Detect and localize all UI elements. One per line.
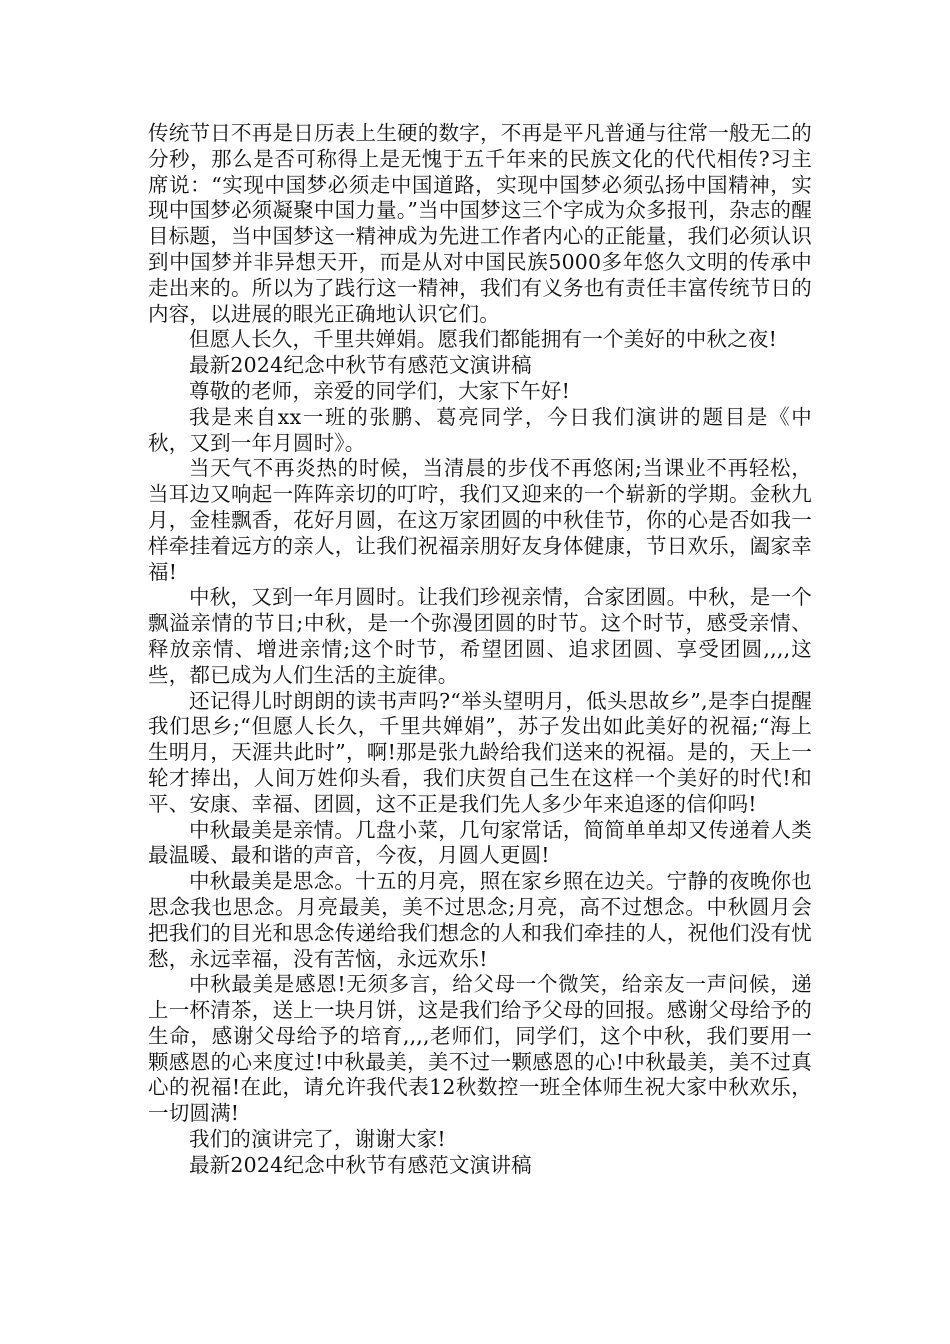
body-paragraph: 中秋最美是思念。十五的月亮，照在家乡照在边关。宁静的夜晚你也思念我也思念。月亮最美，美不过思念;月亮，高不过想念。中秋圆月会把我们的目光和思念传递给我们想念的人和我们牵挂的人，祝他们没有忧愁，永远幸福，没有苦恼，永远欢乐!	[148, 869, 812, 971]
body-paragraph: 中秋最美是感恩!无须多言，给父母一个微笑，给亲友一声问候，递上一杯清茶，送上一块月饼，这是我们给予父母的回报。感谢父母给予的生命，感谢父母给予的培育,,,,老师们，同学们，这个中秋，我们要用一颗感恩的心来度过!中秋最美，美不过一颗感恩的心!中秋最美，美不过真心的祝福!在此，请允许我代表12秋数控一班全体师生祝大家中秋欢乐，一切圆满!	[148, 972, 812, 1126]
greeting-paragraph: 尊敬的老师，亲爱的同学们，大家下午好!	[189, 378, 571, 403]
intro-paragraph: 我是来自xx一班的张鹏、葛亮同学，今日我们演讲的题目是《中秋，又到一年月圆时》。	[148, 404, 812, 455]
continuation-paragraph: 传统节日不再是日历表上生硬的数字，不再是平凡普通与往常一般无二的分秒，那么是否可称得上是无愧于五千年来的民族文化的代代相传?习主席说：“实现中国梦必须走中国道路，实现中国梦必须弘扬中国精神，实现中国梦必须凝聚中国力量。”当中国梦这三个字成为众多报刊，杂志的醒目标题，当中国梦这一精神成为先进工作者内心的正能量，我们必须认识到中国梦并非异想天开，而是从对中国民族5000多年悠久文明的传承中走出来的。所以为了践行这一精神，我们有义务也有责任丰富传统节日的内容，以进展的眼光正确地认识它们。	[148, 121, 812, 326]
body-paragraph: 中秋，又到一年月圆时。让我们珍视亲情，合家团圆。中秋，是一个飘溢亲情的节日;中秋，是一个弥漫团圆的时节。这个时节，感受亲情、释放亲情、增进亲情;这个时节，希望团圆、追求团圆、享受团圆,,,,这些，都已成为人们生活的主旋律。	[148, 585, 812, 687]
closing-wish-paragraph: 但愿人长久，千里共婵娟。愿我们都能拥有一个美好的中秋之夜!	[189, 327, 778, 352]
speech-title: 最新2024纪念中秋节有感范文演讲稿	[189, 1152, 532, 1177]
document-page	[148, 121, 812, 1179]
body-paragraph: 当天气不再炎热的时候，当清晨的步伐不再悠闲;当课业不再轻松，当耳边又响起一阵阵亲切的叮咛，我们又迎来的一个崭新的学期。金秋九月，金桂飘香，花好月圆，在这万家团圆的中秋佳节，你的心是否如我一样牵挂着远方的亲人，让我们祝福亲朋好友身体健康，节日欢乐，阖家幸福!	[148, 456, 812, 584]
speech-title: 最新2024纪念中秋节有感范文演讲稿	[189, 353, 532, 378]
body-paragraph: 还记得儿时朗朗的读书声吗?“举头望明月，低头思故乡”,是李白提醒我们思乡;“但愿人长久，千里共婵娟”，苏子发出如此美好的祝福;“海上生明月，天涯共此时”，啊!那是张九龄给我们送来的祝福。是的，天上一轮才捧出，人间万姓仰头看，我们庆贺自己生在这样一个美好的时代!和平、安康、幸福、团圆，这不正是我们先人多少年来追逐的信仰吗!	[148, 688, 812, 816]
thanks-paragraph: 我们的演讲完了，谢谢大家!	[189, 1127, 446, 1152]
body-paragraph: 中秋最美是亲情。几盘小菜，几句家常话，简简单单却又传递着人类最温暖、最和谐的声音，今夜，月圆人更圆!	[148, 817, 812, 868]
